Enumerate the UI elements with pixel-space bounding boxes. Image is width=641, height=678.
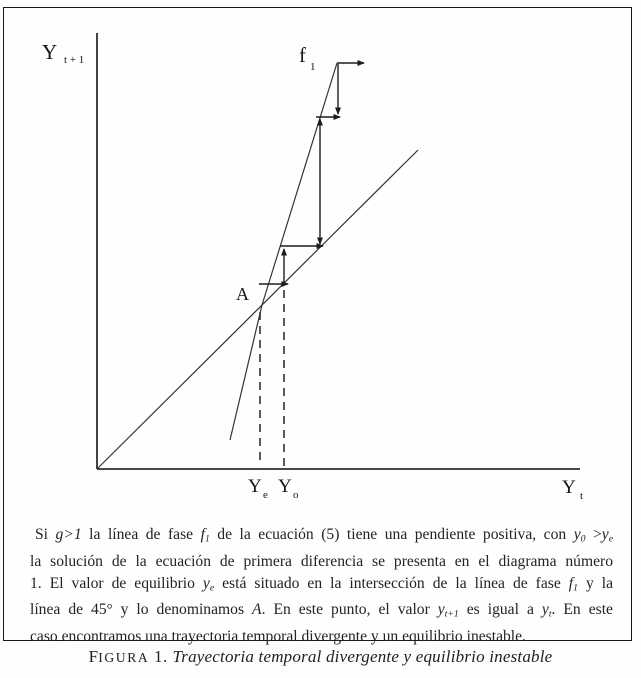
paragraph-line-4 [30, 599, 613, 626]
paragraph-line-2 [30, 551, 613, 573]
paragraph-line-1 [30, 524, 613, 551]
body-text-segment: de la ecuación (5) tiene una pendiente positiva, con [209, 526, 574, 543]
tick-label-ye: Y [248, 476, 262, 497]
body-text-segment: . En este [551, 601, 613, 619]
math-y0-subscript: 0 [580, 533, 586, 545]
body-text-segment: . En este punto, el valor [261, 601, 438, 619]
math-f-subscript: 1 [204, 533, 210, 545]
forty-five-degree-line [97, 150, 418, 469]
math-yt1-subscript: t+1 [444, 608, 459, 620]
math-f: f [200, 526, 205, 543]
body-text-segment: es igual a [458, 601, 542, 619]
phase-line-label-subscript: 1 [310, 61, 316, 73]
math-ye-subscript: e [608, 533, 613, 545]
body-text-segment: y lo denominamos [112, 601, 253, 619]
x-axis-label: Y [562, 477, 576, 498]
body-text-segment: la línea de fase [81, 526, 201, 543]
body-text-segment: Si [35, 526, 56, 543]
math-ye: y [202, 574, 210, 592]
math-y0: y [573, 526, 581, 543]
math-ye-subscript: e [209, 582, 215, 594]
phase-line-label: f [299, 43, 306, 67]
x-axis-label-subscript: t [580, 490, 584, 502]
tick-label-yo-subscript: o [293, 489, 299, 501]
figure-caption [0, 647, 641, 667]
caption-label-smallcaps: IGURA [98, 650, 150, 665]
math-yt1: y [437, 601, 445, 619]
math-yt-subscript: t [548, 608, 552, 620]
math-f: f [568, 574, 574, 592]
body-text-segment: 1. El valor de equilibrio [30, 574, 203, 592]
math-yt: y [541, 601, 549, 619]
body-text-segment: caso encontramos una trayectoria temporal divergente y un equilibrio inestable. [30, 628, 526, 646]
degree-symbol: ° [106, 602, 113, 619]
caption-title: Trayectoria temporal divergente y equilibrio inestable [172, 647, 553, 666]
caption-number: 1. [149, 647, 173, 666]
body-text-segment: está situado en la intersección de la línea de fase [214, 574, 569, 592]
math-f-subscript: 1 [573, 582, 578, 594]
caption-label-initial: F [88, 647, 99, 666]
equilibrium-point-label: A [236, 284, 249, 304]
tick-label-ye-subscript: e [263, 489, 268, 501]
math-point-a: A [252, 601, 262, 619]
body-text-segment: línea de 45 [30, 601, 107, 619]
math-ye: y [601, 526, 609, 543]
y-axis-label: Y [42, 40, 58, 64]
body-text-segment: y la [577, 574, 613, 592]
paragraph-line-5 [30, 626, 613, 648]
body-text-segment: > [585, 526, 602, 543]
body-text-segment: la solución de la ecuación de primera diferencia se presenta en el diagrama número [30, 552, 613, 570]
figure-description-paragraph [30, 524, 613, 648]
cobweb-arrows [259, 63, 364, 284]
paragraph-line-3 [30, 573, 613, 600]
math-inequality-g: g>1 [55, 526, 82, 543]
tick-label-yo: Y [278, 476, 292, 497]
y-axis-label-subscript: t + 1 [64, 54, 85, 66]
